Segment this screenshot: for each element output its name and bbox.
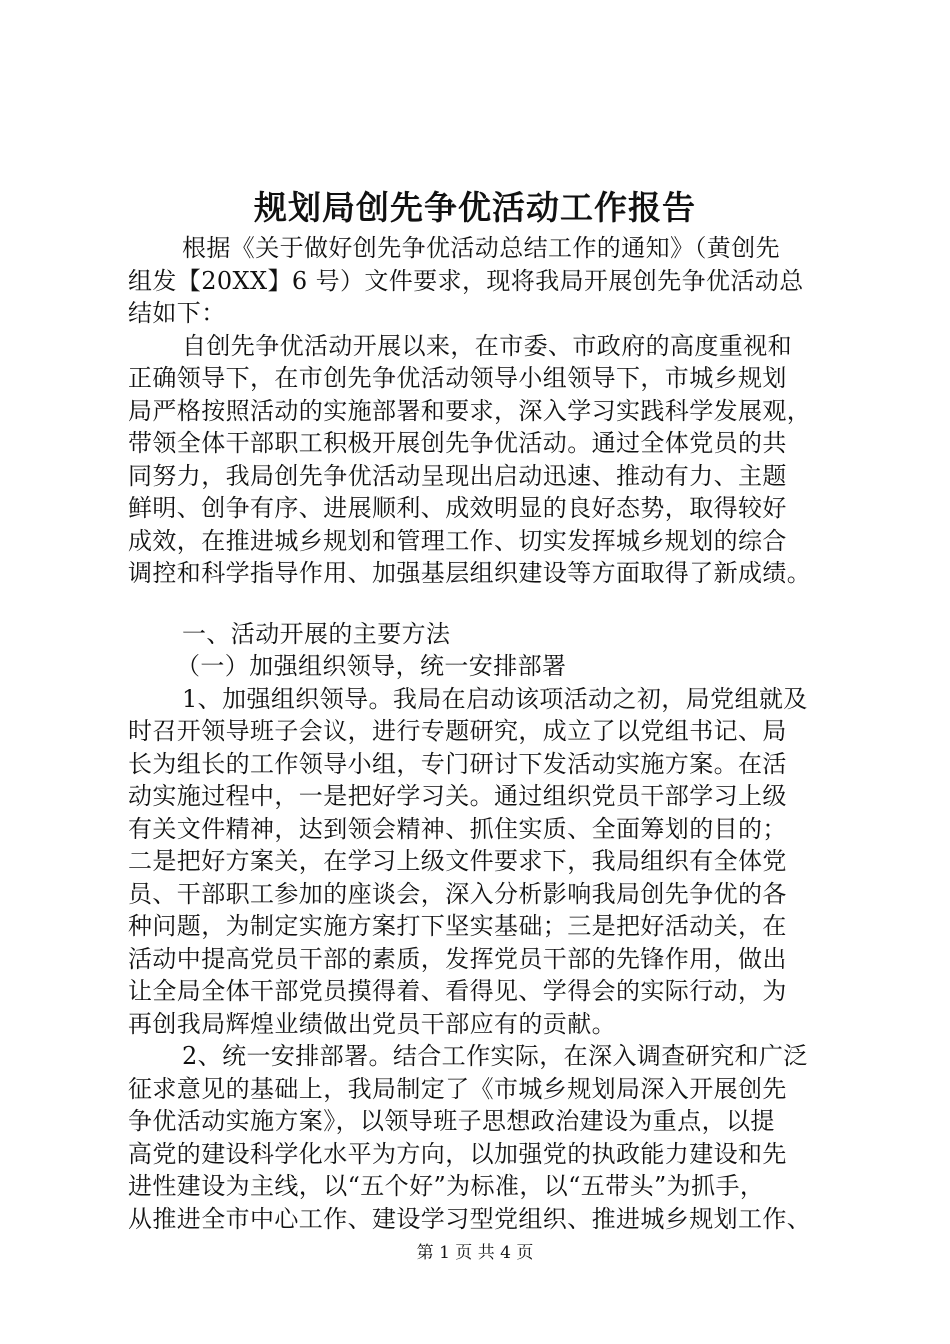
paragraph-gap — [128, 590, 828, 618]
paragraph-line: 从推进全市中心工作、建设学习型党组织、推进城乡规划工作、 — [128, 1204, 812, 1233]
document-title: 规划局创先争优活动工作报告 — [254, 188, 696, 227]
paragraph-line: 员、干部职工参加的座谈会，深入分析影响我局创先争优的各 — [128, 879, 787, 908]
paragraph-line: 组发【20XX】6 号）文件要求，现将我局开展创先争优活动总 — [128, 266, 804, 295]
paragraph-line: 动实施过程中，一是把好学习关。通过组织党员干部学习上级 — [128, 782, 787, 810]
paragraph-line: 局严格按照活动的实施部署和要求，深入学习实践科学发展观， — [128, 396, 812, 425]
paragraph-line: 长为组长的工作领导小组，专门研讨下发活动实施方案。在活 — [128, 749, 787, 778]
paragraph-line: 自创先争优活动开展以来，在市委、市政府的高度重视和 — [182, 331, 792, 360]
paragraph-line: 带领全体干部职工积极开展创先争优活动。通过全体党员的共 — [128, 429, 787, 457]
section-heading: 一、活动开展的主要方法 — [182, 619, 451, 648]
paragraph-line: 二是把好方案关，在学习上级文件要求下，我局组织有全体党 — [128, 847, 787, 875]
paragraph-line: 让全局全体干部党员摸得着、看得见、学得会的实际行动，为 — [128, 977, 787, 1005]
paragraph-line: 调控和科学指导作用、加强基层组织建设等方面取得了新成绩。 — [128, 559, 812, 587]
paragraph-line: 种问题，为制定实施方案打下坚实基础；三是把好活动关，在 — [128, 912, 787, 940]
paragraph-line: 时召开领导班子会议，进行专题研究，成立了以党组书记、局 — [128, 717, 787, 745]
paragraph-line: 活动中提高党员干部的素质，发挥党员干部的先锋作用，做出 — [128, 944, 787, 973]
paragraph-line: 再创我局辉煌业绩做出党员干部应有的贡献。 — [128, 1009, 616, 1038]
paragraph-line: 同努力，我局创先争优活动呈现出启动迅速、推动有力、主题 — [128, 461, 787, 490]
paragraph-line: 高党的建设科学化水平为方向，以加强党的执政能力建设和先 — [128, 1139, 787, 1168]
paragraph-line: 根据《关于做好创先争优活动总结工作的通知》（黄创先 — [182, 234, 780, 262]
paragraph-line: 2、统一安排部署。结合工作实际，在深入调查研究和广泛 — [182, 1042, 808, 1070]
paragraph-line: 征求意见的基础上，我局制定了《市城乡规划局深入开展创先 — [128, 1074, 787, 1103]
paragraph-line: 进性建设为主线，以“五个好”为标准，以“五带头”为抓手， — [128, 1172, 765, 1200]
document-body — [128, 232, 828, 1235]
paragraph-line: 结如下： — [128, 299, 226, 327]
paragraph-line: 1、加强组织领导。我局在启动该项活动之初，局党组就及 — [182, 684, 808, 713]
paragraph-line: 成效，在推进城乡规划和管理工作、切实发挥城乡规划的综合 — [128, 526, 787, 555]
paragraph-line: 有关文件精神，达到领会精神、抓住实质、全面筹划的目的； — [128, 814, 787, 843]
paragraph-line: 鲜明、创争有序、进展顺利、成效明显的良好态势，取得较好 — [128, 494, 787, 522]
subsection-heading: （一）加强组织领导，统一安排部署 — [176, 652, 567, 680]
paragraph-line: 争优活动实施方案》，以领导班子思想政治建设为重点，以提 — [128, 1107, 775, 1135]
paragraph-line: 正确领导下，在市创先争优活动领导小组领导下，市城乡规划 — [128, 364, 787, 392]
page-number-footer: 第 1 页 共 4 页 — [416, 1243, 534, 1263]
